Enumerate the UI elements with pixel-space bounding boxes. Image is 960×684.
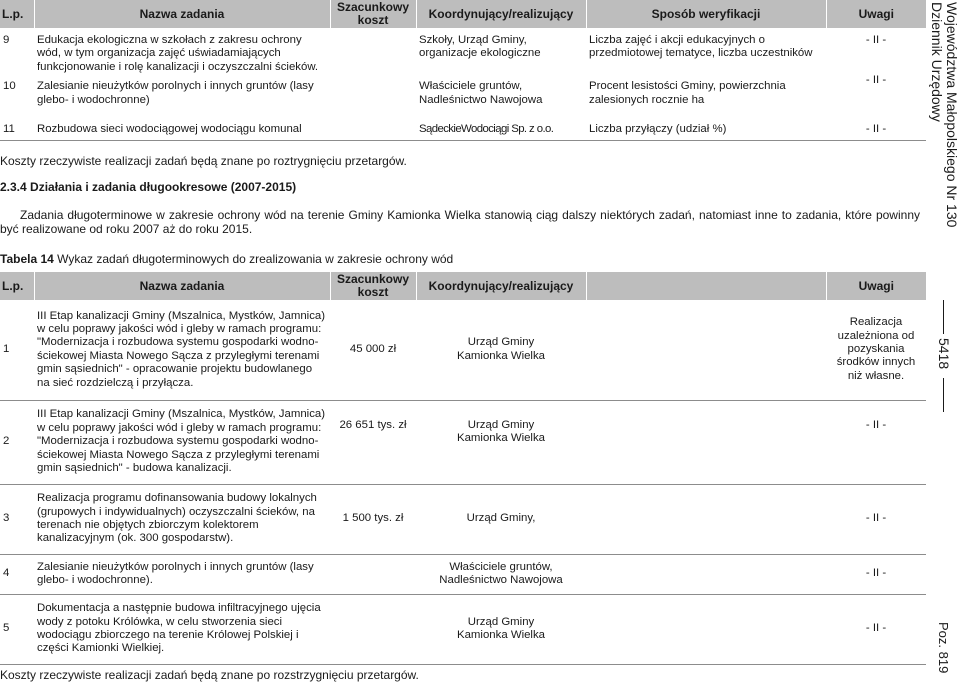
row-cost	[330, 74, 416, 107]
section-title: 2.3.4 Działania i zadania długookresowe (2007-2015)	[0, 180, 297, 194]
row-notes: - II -	[826, 554, 926, 594]
costs-note-1: Koszty rzeczywiste realizacji zadań będą znane po roztrygnięciu przetargów.	[0, 154, 407, 168]
row-cost: 1 500 tys. zł	[330, 484, 416, 554]
row-notes: - II -	[826, 484, 926, 554]
row-notes: - II -	[865, 34, 887, 46]
row-cost	[330, 107, 416, 141]
header-lp: L.p.	[0, 272, 34, 300]
row-notes: Realizacja uzależniona od pozyskania środków innych niż własne.	[826, 300, 926, 400]
page-number-rule-bottom	[943, 378, 944, 412]
header-coordinator: Koordynujący/realizujący	[416, 0, 586, 28]
header-name: Nazwa zadania	[34, 0, 330, 28]
sidebar-margin	[928, 0, 960, 684]
header-name: Nazwa zadania	[34, 272, 330, 300]
header-verification: Sposób weryfikacji	[586, 0, 826, 28]
row-name: Realizacja programu dofinansowania budowy lokalnych (grupowych i indywidualnych) oczyszczalni ścieków, na terenach nie objętych zbiorczym kolektorem kanalizacyjnym (ok. 300 gospodarstw).	[34, 484, 330, 554]
row-lp: 4	[0, 554, 34, 594]
table-caption-number: Tabela 14	[0, 252, 54, 266]
row-cost: 45 000 zł	[330, 300, 416, 400]
row-name: Rozbudowa sieci wodociągowej wodociągu komunal	[34, 107, 330, 141]
row-coordinator: Urząd Gminy Kamionka Wielka	[416, 594, 586, 664]
row-lp: 3	[0, 484, 34, 554]
row-coordinator: Urząd Gminy,	[416, 484, 586, 554]
row-name: III Etap kanalizacji Gminy (Mszalnica, Mystków, Jamnica) w celu poprawy jakości wód i gleby w ramach programu: "Modernizacja i rozbudowa systemu gospodarki wodno-ściekowej Miasta Nowego Sącza z przyległymi terenami gmin sąsiednich" - budowa kanalizacji.	[34, 400, 330, 484]
row-coordinator: SądeckieWodociągi Sp. z o.o.	[416, 107, 586, 141]
table-row	[0, 594, 926, 664]
table-row	[0, 34, 926, 74]
page-number: 5418	[936, 338, 952, 370]
row-coordinator: Urząd Gminy Kamionka Wielka	[416, 300, 586, 400]
header-cost: Szacunkowy koszt	[330, 0, 416, 28]
row-lp: 1	[0, 300, 34, 400]
table-row	[0, 107, 926, 141]
header-coordinator: Koordynujący/realizujący	[416, 272, 586, 300]
row-verification: Liczba zajęć i akcji edukacyjnych o przedmiotowej tematyce, liczba uczestników	[589, 34, 813, 60]
row-lp: 9	[3, 34, 10, 46]
section-paragraph: Zadania długoterminowe w zakresie ochrony wód na terenie Gminy Kamionka Wielka stanowią ciąg dalszy niektórych zadań, natomiast inne to zadania, które powinny być realizowane od roku 2007 aż do roku 2015.	[0, 208, 920, 236]
journal-name: Dziennik Urzędowy	[929, 2, 945, 122]
row-verification: Liczba przyłączy (udział %)	[586, 107, 826, 141]
table-row	[0, 554, 926, 594]
header-notes: Uwagi	[826, 272, 926, 300]
table-header	[0, 272, 926, 300]
row-name: Zalesianie nieużytków porolnych i innych gruntów (lasy glebo- i wodochronne)	[37, 80, 314, 106]
row-name: III Etap kanalizacji Gminy (Mszalnica, Mystków, Jamnica) w celu poprawy jakości wód i gleby w ramach programu: "Modernizacja i rozbudowa systemu gospodarki wodno-ściekowej Miasta Nowego Sącza z przyległymi terenami gmin sąsiednich" - opracowanie projektu budowlanego na sieć rozdzielczą i przyłącza.	[34, 300, 330, 400]
table-caption	[0, 252, 453, 266]
row-lp: 10	[3, 80, 16, 93]
row-coordinator: Właściciele gruntów, Nadleśnictwo Nawojowa	[419, 80, 543, 106]
row-cost: 26 651 tys. zł	[330, 400, 416, 484]
table-header	[0, 0, 926, 28]
row-lp: 11	[0, 107, 34, 141]
position-label: Poz. 819	[936, 622, 951, 674]
journal-region: Województwa Małopolskiego Nr 130	[944, 2, 960, 228]
header-lp: L.p.	[0, 0, 34, 28]
row-lp: 2	[0, 400, 34, 484]
row-cost	[330, 594, 416, 664]
row-lp: 5	[0, 594, 34, 664]
row-notes: - II -	[826, 400, 926, 484]
row-cost	[330, 554, 416, 594]
table-row	[0, 400, 926, 484]
row-notes: - II -	[826, 594, 926, 664]
header-notes: Uwagi	[826, 0, 926, 28]
table-caption-text: Wykaz zadań długoterminowych do zrealizowania w zakresie ochrony wód	[53, 252, 454, 266]
row-cost	[330, 34, 416, 74]
row-name: Zalesianie nieużytków porolnych i innych gruntów (lasy glebo- i wodochronne).	[34, 554, 330, 594]
table-long-term-tasks	[0, 272, 926, 665]
table-short-term-tasks	[0, 0, 926, 141]
row-coordinator: Urząd Gminy Kamionka Wielka	[416, 400, 586, 484]
table-row	[0, 74, 926, 107]
header-blank	[586, 272, 826, 300]
page-number-rule-top	[943, 300, 944, 334]
row-verification: Procent lesistości Gminy, powierzchnia zalesionych rocznie ha	[589, 80, 786, 106]
row-notes: - II -	[826, 107, 926, 141]
costs-note-2: Koszty rzeczywiste realizacji zadań będą znane po rozstrzygnięciu przetargów.	[0, 668, 419, 682]
row-name: Dokumentacja a następnie budowa infiltracyjnego ujęcia wody z potoku Królówka, w celu stworzenia sieci wodociągu zbiorczego na terenie Królowej Polskiej i części Kamionki Wielkiej.	[34, 594, 330, 664]
row-notes: - II -	[865, 74, 887, 87]
row-coordinator: Szkoły, Urząd Gminy, organizacje ekologiczne	[419, 34, 541, 60]
header-cost: Szacunkowy koszt	[330, 272, 416, 300]
table-row	[0, 300, 926, 400]
table-row	[0, 484, 926, 554]
row-name: Edukacja ekologiczna w szkołach z zakresu ochrony wód, w tym organizacja zajęć uświadamiających funkcjonowanie i rolę kanalizacji i oczyszczalni ścieków.	[37, 34, 319, 73]
row-coordinator: Właściciele gruntów, Nadleśnictwo Nawojowa	[416, 554, 586, 594]
